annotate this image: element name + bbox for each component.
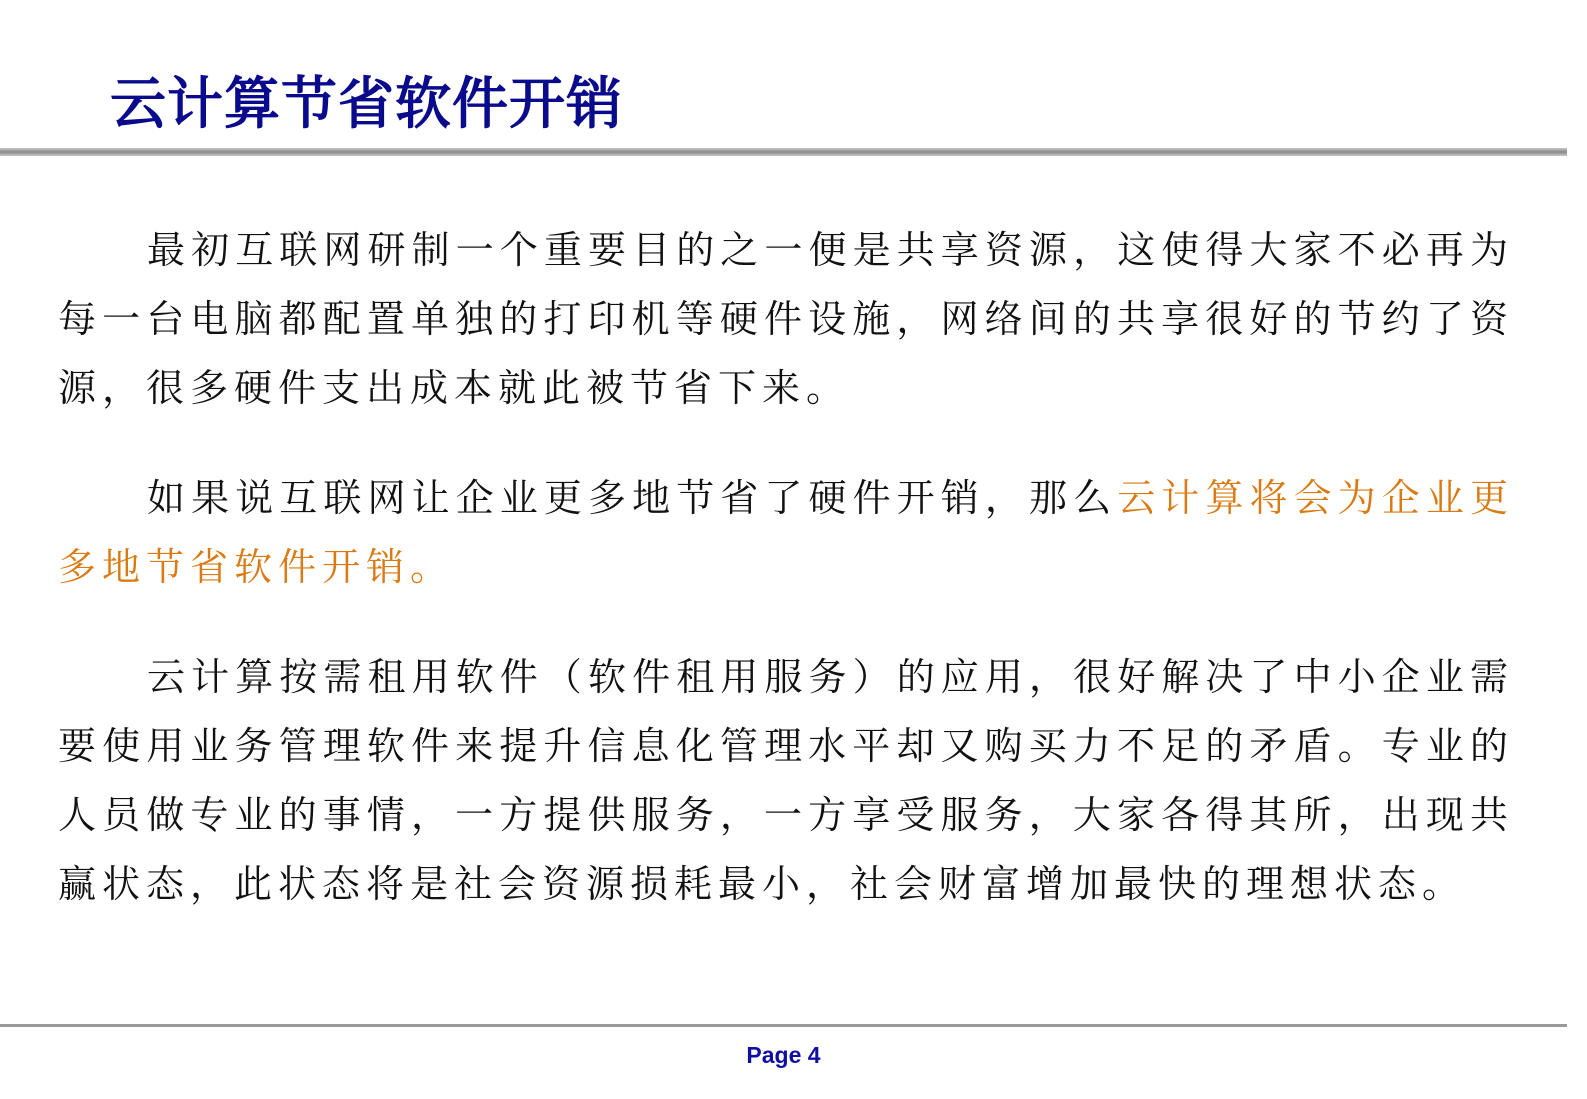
footer-divider [0,1024,1567,1027]
paragraph-software-savings [58,464,1514,602]
paragraph-hardware-sharing: 最初互联网研制一个重要目的之一便是共享资源，这使得大家不必再为每一台电脑都配置单独的打印机等硬件设施，网络间的共享很好的节约了资源，很多硬件支出成本就此被节省下来。 [58,228,1514,410]
slide-title: 云计算节省软件开销 [110,71,623,137]
paragraph-saas: 云计算按需租用软件（软件租用服务）的应用，很好解决了中小企业需要使用业务管理软件来提升信息化管理水平却又购买力不足的矛盾。专业的人员做专业的事情，一方提供服务，一方享受服务，大家各得其所，出现共赢状态，此状态将是社会资源损耗最小，社会财富增加最快的理想状态。 [58,655,1514,906]
slide-body [58,216,1514,960]
highlighted-text: 云计算将会为企业更多地节省软件开销。 [58,476,1514,589]
paragraph-text: 如果说互联网让企业更多地节省了硬件开销，那么 [147,476,1118,520]
title-divider [0,148,1567,156]
page-number: Page 4 [746,1042,821,1068]
